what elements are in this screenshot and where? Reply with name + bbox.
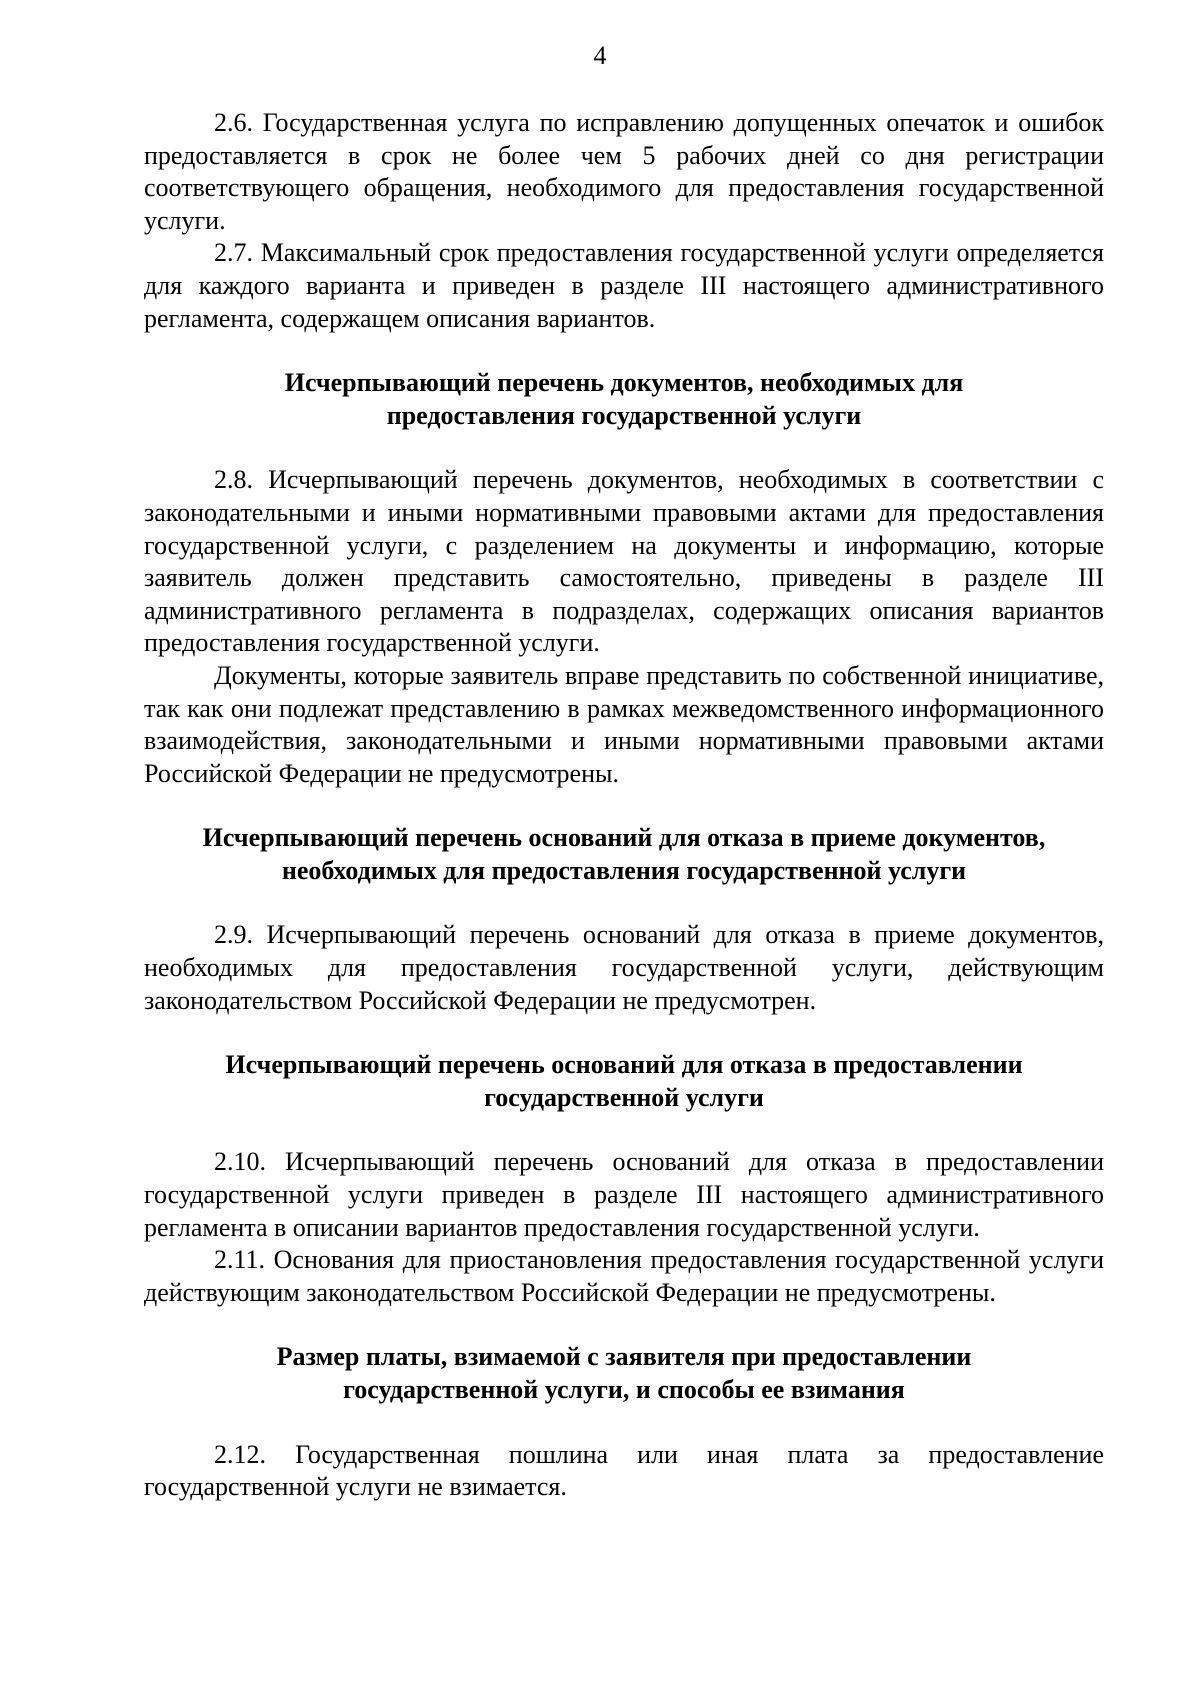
section-heading-line: Исчерпывающий перечень документов, необходимых для — [284, 368, 964, 398]
paragraph-2-10: 2.10. Исчерпывающий перечень оснований для отказа в предоставлении государственной услуги приведен в разделе III настоящего административного регламента в описании вариантов предоставления государственной услуги. — [144, 1147, 1104, 1242]
page-number: 4 — [593, 41, 607, 70]
section-heading-line: государственной услуги, и способы ее взимания — [343, 1375, 905, 1404]
section-heading-line: государственной услуги — [484, 1082, 764, 1112]
paragraph-2-11: 2.11. Основания для приостановления предоставления государственной услуги действующим законодательством Российской Федерации не предусмотрены. — [144, 1245, 1104, 1307]
paragraph-2-7: 2.7. Максимальный срок предоставления государственной услуги определяется для каждого варианта и приведен в разделе III настоящего административного регламента, содержащем описания вариантов. — [144, 238, 1104, 333]
section-heading-line: предоставления государственной услуги — [386, 400, 862, 430]
paragraph-2-6: 2.6. Государственная услуга по исправлению допущенных опечаток и ошибок предоставляется в срок не более чем 5 рабочих дней со дня регистрации соответствующего обращения, необходимого для предоставления государственной услуги. — [144, 108, 1104, 235]
document-body — [144, 107, 1104, 1504]
section-heading-refusal-acceptance — [144, 822, 1104, 887]
section-heading-fee — [144, 1341, 1104, 1406]
paragraph-documents-optional: Документы, которые заявитель вправе представить по собственной инициативе, так как они подлежат представлению в рамках межведомственного информационного взаимодействия, законодательными и иными нормативными правовыми актами Российской Федерации не предусмотрены. — [144, 660, 1104, 788]
section-heading-documents — [144, 367, 1104, 432]
section-heading-line: Исчерпывающий перечень оснований для отказа в приеме документов, — [202, 823, 1046, 853]
paragraph-2-9: 2.9. Исчерпывающий перечень оснований для отказа в приеме документов, необходимых для предоставления государственной услуги, действующим законодательством Российской Федерации не предусмотрен. — [144, 920, 1104, 1015]
section-heading-line: необходимых для предоставления государственной услуги — [281, 855, 967, 885]
section-heading-refusal-service — [144, 1049, 1104, 1114]
section-heading-line: Размер платы, взимаемой с заявителя при предоставлении — [276, 1342, 972, 1372]
paragraph-2-12: 2.12. Государственная пошлина или иная плата за предоставление государственной услуги не взимается. — [144, 1439, 1104, 1502]
section-heading-line: Исчерпывающий перечень оснований для отказа в предоставлении — [225, 1050, 1023, 1080]
paragraph-2-8: 2.8. Исчерпывающий перечень документов, необходимых в соответствии с законодательными и иными нормативными правовыми актами для предоставления государственной услуги, с разделением на документы и информацию, которые заявитель должен представить самостоятельно, приведены в разделе III административного регламента в подразделах, содержащих описания вариантов предоставления государственной услуги. — [144, 465, 1104, 658]
